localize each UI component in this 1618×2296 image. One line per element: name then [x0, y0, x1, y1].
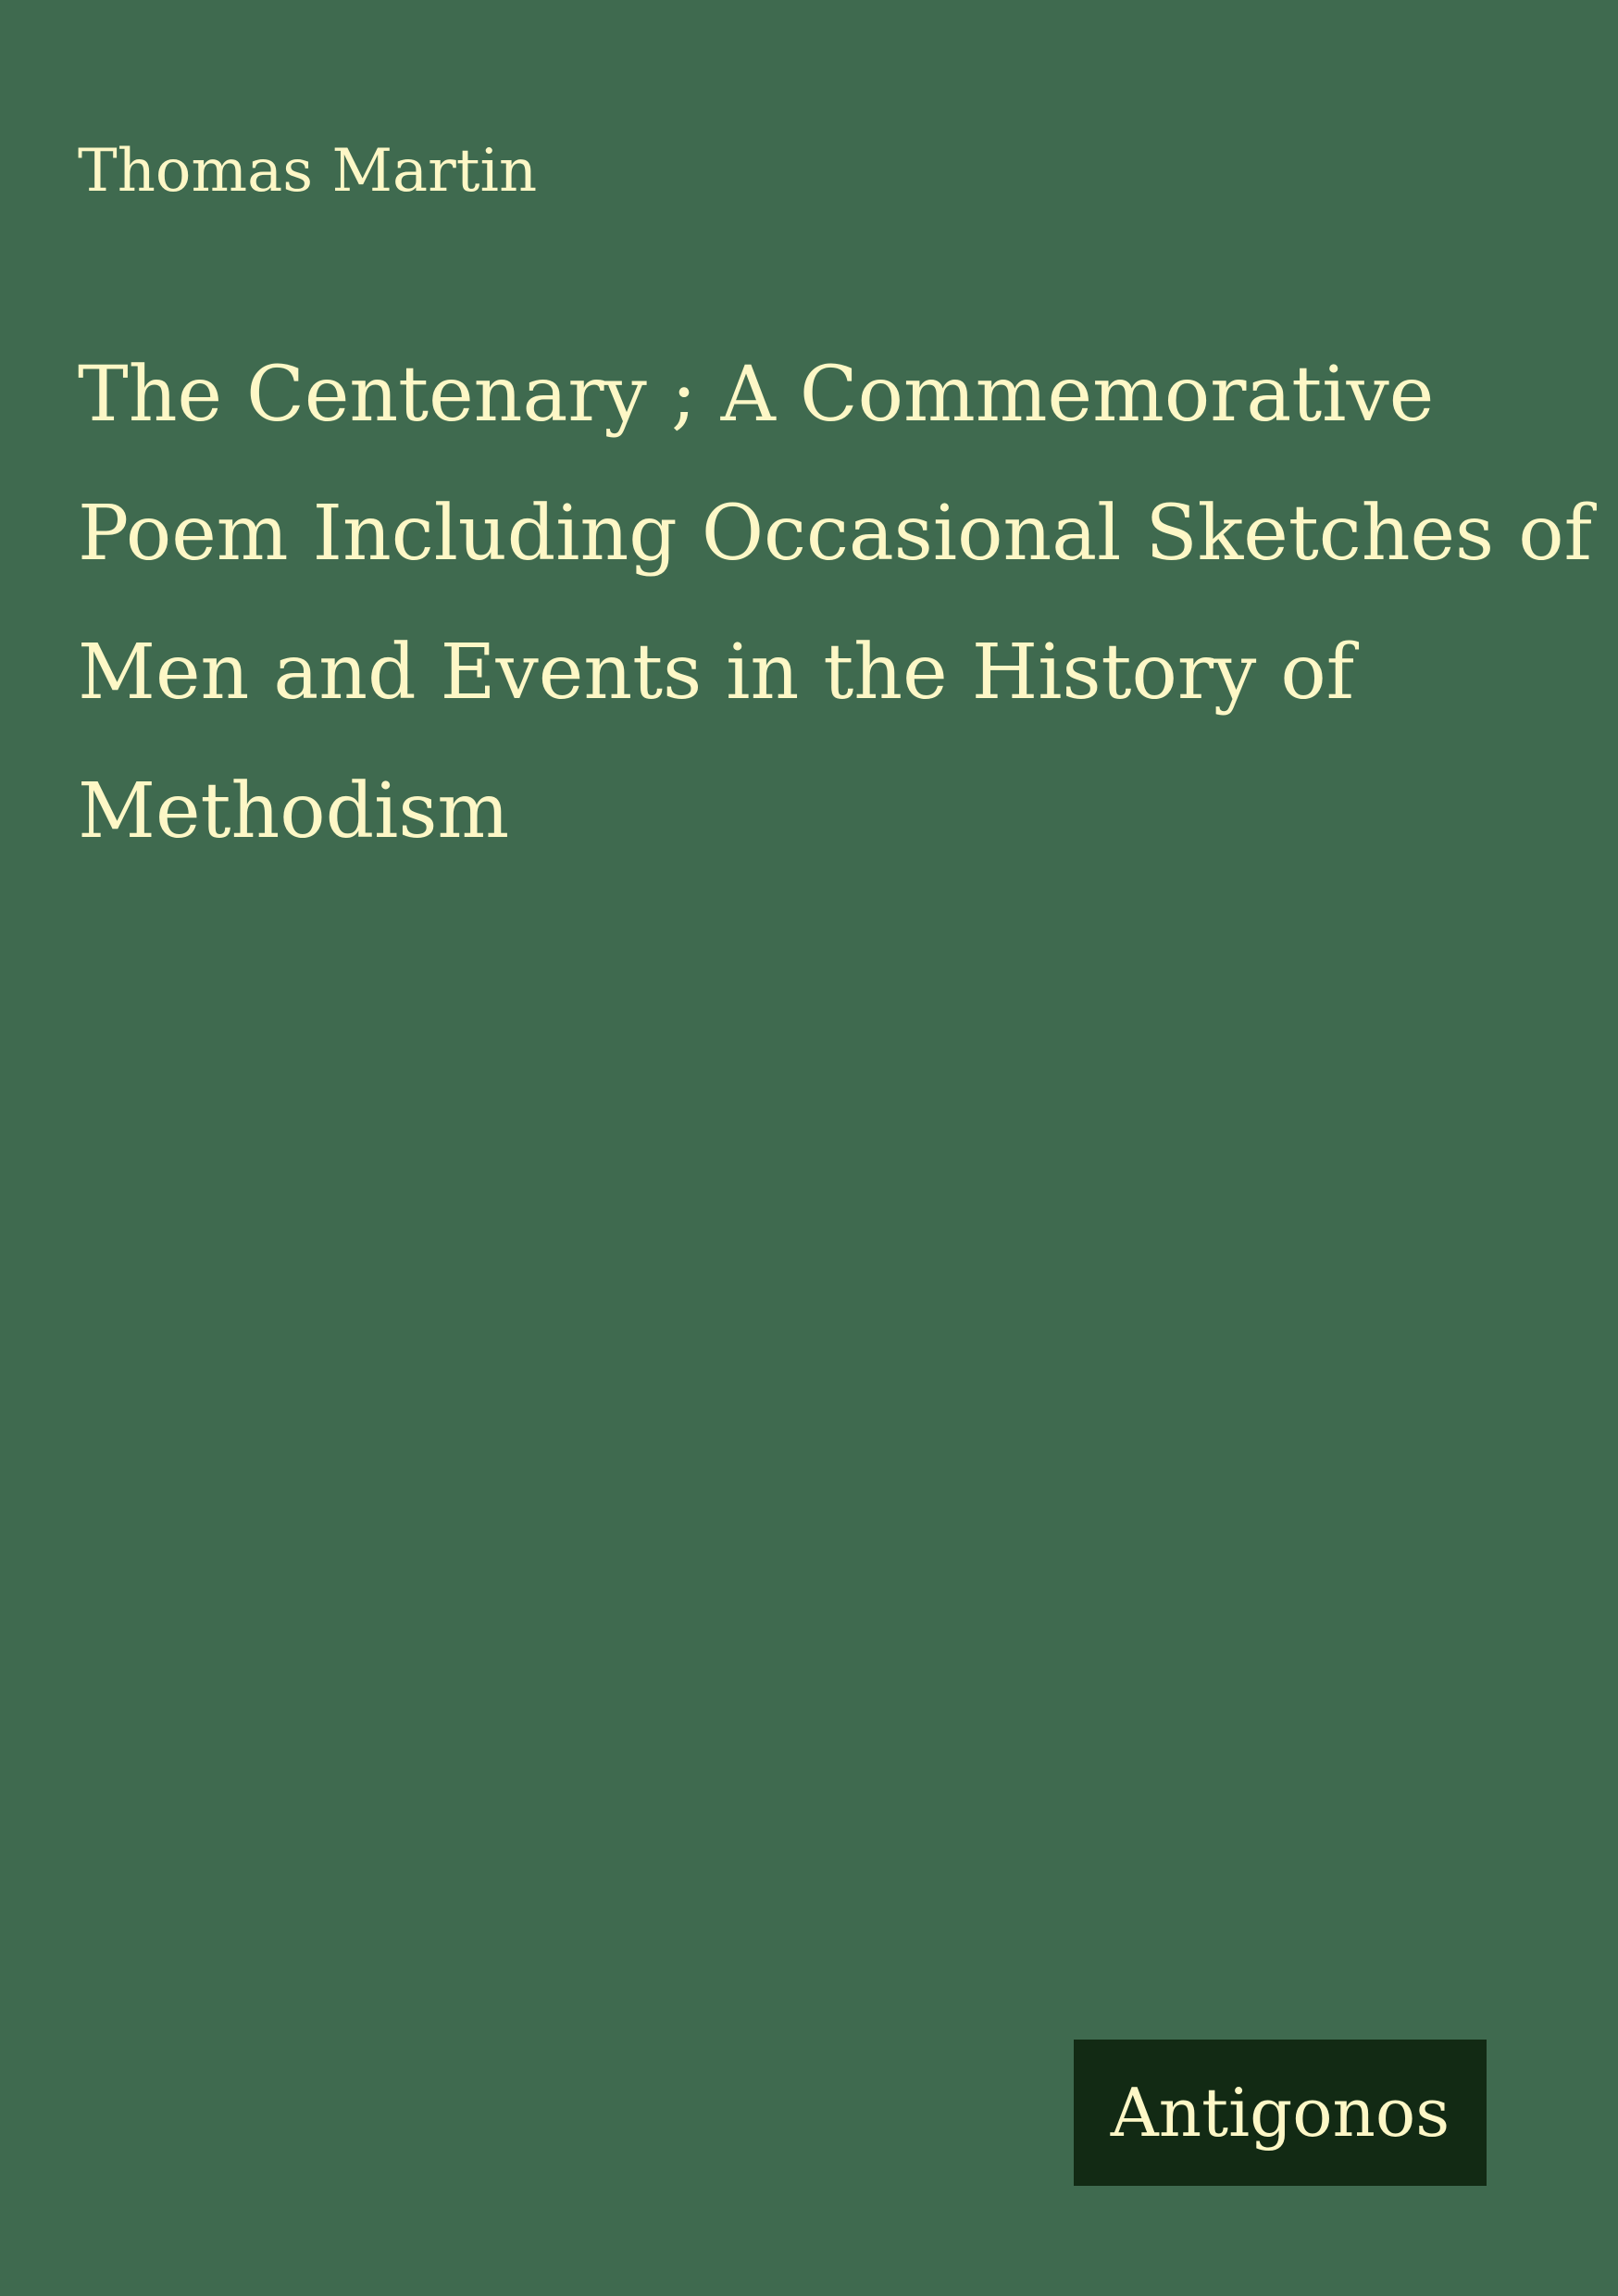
- author-name: Thomas Martin: [78, 137, 538, 206]
- publisher-name: Antigonos: [1110, 2074, 1450, 2152]
- title-line: Poem Including Occasional Sketches of: [78, 490, 1592, 578]
- title-line: Methodism: [78, 767, 510, 855]
- book-title: [78, 326, 1592, 881]
- publisher-logo-box: [1074, 2040, 1487, 2186]
- title-line: The Centenary ; A Commemorative: [78, 351, 1435, 439]
- title-line: Men and Events in the History of: [78, 629, 1355, 717]
